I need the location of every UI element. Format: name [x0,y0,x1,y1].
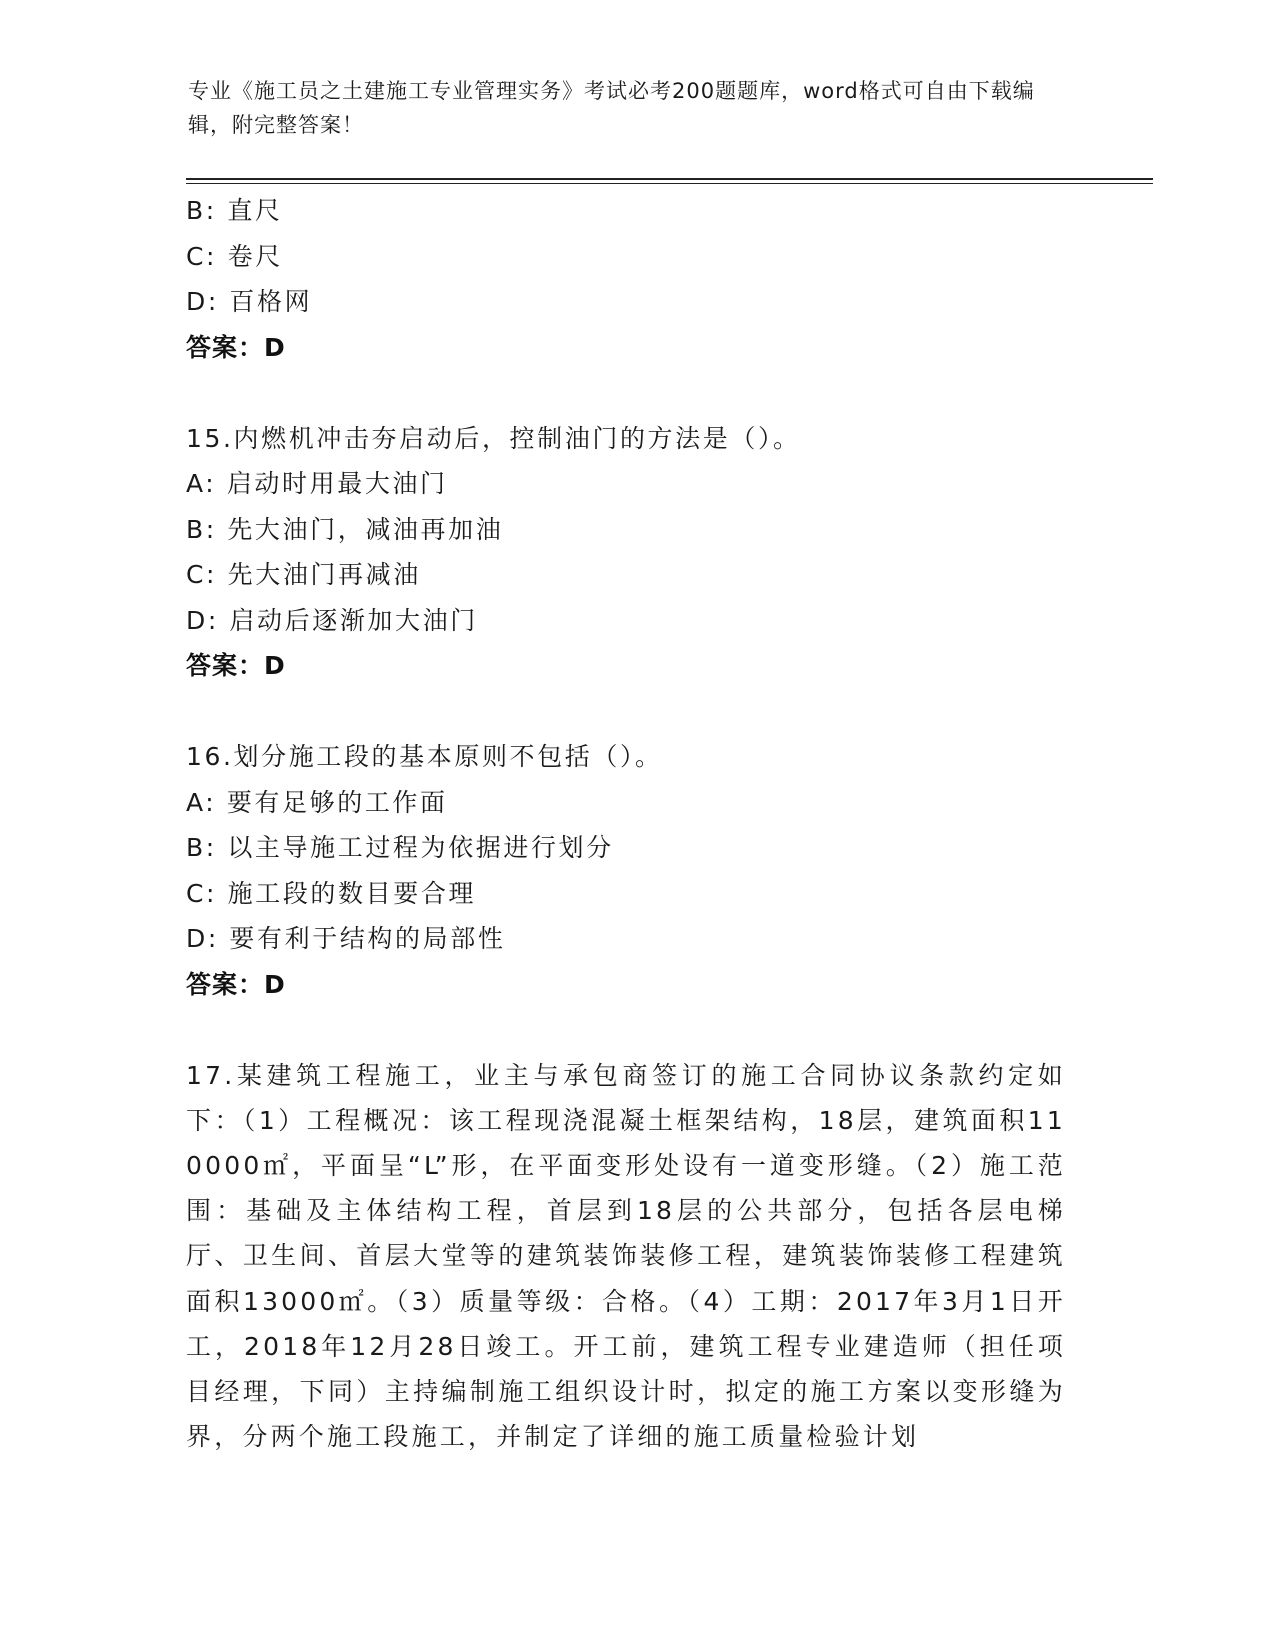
option-c: C: 施工段的数目要合理 [186,878,477,908]
answer: 答案：D [186,969,286,999]
option-b: B: 直尺 [186,196,283,225]
page-header: 专业《施工员之土建施工专业管理实务》考试必考200题题库，word格式可自由下载编辑，附完整答案！ [188,79,1035,137]
question-stem: 15.内燃机冲击夯启动后，控制油门的方法是（）。 [186,423,801,453]
option-c: C: 卷尺 [186,241,283,271]
question-14-tail [186,188,1086,370]
answer: 答案：D [186,651,286,680]
question-stem: 17.某建筑工程施工，业主与承包商签订的施工合同协议条款约定如下：（1）工程概况：该工程现浇混凝土框架结构，18层，建筑面积110000㎡，平面呈“L”形，在平面变形处设有一道变形缝。（2）施工范围：基础及主体结构工程，首层到18层的公共部分，包括各层电梯厅、卫生间、首层大堂等的建筑装饰装修工程，建筑装饰装修工程建筑面积13000㎡。（3）质量等级：合格。（4）工期：2017年3月1日开工，2018年12月28日竣工。开工前，建筑工程专业建造师（担任项目经理，下同）主持编制施工组织设计时，拟定的施工方案以变形缝为界，分两个施工段施工，并制定了详细的施工质量检验计划 [186,1060,1066,1452]
option-b: B: 先大油门，减油再加油 [186,514,504,544]
option-d: D: 启动后逐渐加大油门 [186,605,478,635]
option-a: A: 要有足够的工作面 [186,787,448,817]
option-d: D: 百格网 [186,287,313,316]
option-b: B: 以主导施工过程为依据进行划分 [186,833,614,862]
answer: 答案：D [186,332,286,362]
header-rule-thin [186,183,1153,184]
document-body [186,188,1086,1459]
spacer [186,689,1086,735]
option-c: C: 先大油门再减油 [186,560,421,589]
option-d: D: 要有利于结构的局部性 [186,924,506,953]
question-stem: 16.划分施工段的基本原则不包括（）。 [186,742,663,771]
question-16 [186,734,1086,1007]
header-rule-thick [186,178,1153,180]
spacer [186,370,1086,416]
spacer [186,1007,1086,1053]
question-17 [186,1053,1086,1460]
question-15 [186,416,1086,689]
option-a: A: 启动时用最大油门 [186,469,448,498]
